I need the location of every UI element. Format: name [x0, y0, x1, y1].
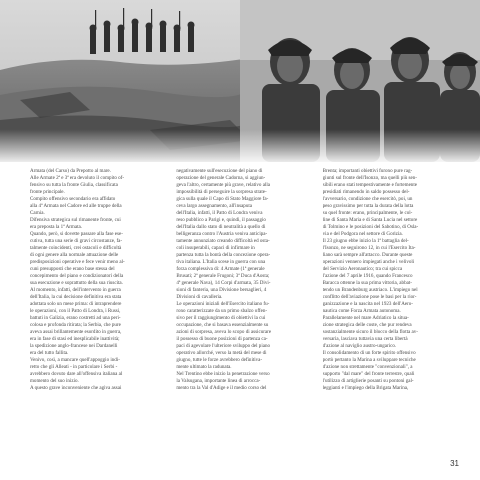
text-line: ceva largo assegnamento, all'insaputa [176, 203, 252, 210]
text-line: alla 4ª Armata nel Cadore ed alle truppe della [30, 203, 122, 210]
text-line: via e del Podgora nel settore di Gorizia. [322, 231, 403, 238]
text-line: Baracca ottenne la sua prima vittoria, abbat- [322, 280, 412, 287]
text-line: battuti in Galizia, erano costretti ad una peri- [30, 315, 121, 322]
text-line: retto che gli Alleati - in particolare i Serbi - [30, 364, 118, 371]
text-line: forza complessiva di: 4 Armate (1ª generale [176, 266, 265, 273]
text-line: operazioni vennero impiegati anche i velivoli [322, 259, 415, 266]
text-line: fronte principale. [30, 189, 65, 196]
text-line: l'azione del 7 aprile 1916, quando Francesco [322, 273, 413, 280]
text-line: la Valsugana, importante linea di arroccа- [176, 378, 261, 385]
text-line: Parallelamente nel mare Adriatico la situa- [322, 315, 409, 322]
text-line: A questo grave inconveniente che agiva assai [30, 385, 122, 392]
text-line: colosa e profonda ritirata; la Serbia, che pure [30, 322, 121, 329]
historical-photo [0, 0, 480, 162]
text-line: coli insuperabili, capaci di infirmare in [176, 245, 255, 252]
text-line: Armata (del Carso) da Prepotto al mare. [30, 168, 111, 174]
text-line: l'avversario, condizione che esercitò, poi, un [322, 196, 413, 203]
text-line: 4ª generale Nava), 14 Corpi d'armata, 35 Divi- [176, 280, 271, 287]
text-line: dell'Italia dallo stato di neutralità a quello di [176, 224, 266, 231]
text-line: rono caratterizzate da un primo sbalzo offen- [176, 308, 268, 315]
text-line: Nel Trentino ebbe inizio la penetrazione verso [176, 371, 270, 378]
text-line: Carnia. [30, 210, 45, 217]
text-line: Le operazioni iniziali dell'Esercito italiano fu- [176, 301, 270, 308]
text-line: partenza tutta la bontà della concezione opera- [176, 252, 271, 259]
article-body [30, 168, 458, 440]
text-column-1 [30, 168, 165, 440]
text-column-2 [176, 168, 311, 440]
text-line: gica sulla quale il Capo di Stato Maggiore fa- [176, 196, 269, 203]
text-line: dell'Italia, infatti, il Patto di Londra veniva [176, 210, 263, 217]
text-line: mente ultimato la radunata. [176, 364, 232, 371]
page-number: 31 [450, 459, 459, 468]
text-line: negativamente sull'esecuzione del piano di [176, 168, 263, 174]
text-line: operativo allorché, verso la metà del mese di [176, 350, 267, 357]
text-line: Brusati; 2ª generale Frugoni; 3ª Duca d'Aosta; [176, 273, 270, 280]
text-line: Brenta; importanti obiettivi furono pure rag- [322, 168, 413, 174]
text-line: sua esecuzione e soprattutto della sua riuscita. [30, 280, 123, 287]
text-line: avrebbero dovuto dare all'offensiva italiana al [30, 371, 123, 378]
text-line: fensivo su tutta la fronte Giulia, classificata [30, 182, 118, 189]
text-line: impossibilità di perseguire la sorpresa strate- [176, 189, 267, 196]
text-line: aveva assai brillantemente esordito in guerra, [30, 329, 122, 336]
text-line: Difensiva strategica sul rimanente fronte, cui [30, 217, 121, 224]
text-line: talmente coincidenti, crei ostacoli e difficoltà [30, 245, 122, 252]
text-line: adottata solo un mese prima: di intraprendere [30, 301, 122, 308]
text-line: Alle Armate 2ª e 3ª era devoluto il compito of- [30, 175, 125, 182]
text-line: presidiati rimanendo in saldo possesso del- [322, 189, 410, 196]
text-line: Al momento, infatti, dell'intervento in guerra [30, 287, 121, 294]
text-line: d'azione non strettamente "convenzionali", a [322, 364, 413, 371]
text-line: l'utilizzo di artiglierie posanti su pontoni gal- [322, 378, 414, 385]
text-line: era preposta la 1ª Armata. [30, 224, 82, 231]
text-line: Quando, però, si dovette passare alla fase ese- [30, 231, 123, 238]
text-line: il possesso di buone posizioni di partenza ca- [176, 336, 268, 343]
text-line: era in fase di stasi ed inesplicabile inattività; [30, 336, 120, 343]
text-line: tiva italiana. L'Italia scese in guerra con una [176, 259, 266, 266]
text-line: Venivo, così, a mancare quell'appoggio indi- [30, 357, 120, 364]
text-line: reso pubblico a Parigi e, quindi, il passaggio [176, 217, 266, 224]
text-line: versaria, lasciava tuttavia una certa libertà [322, 336, 408, 343]
text-line: del Servizio Aeronautico; tra cui spicca [322, 266, 403, 273]
text-line: era del tutto fallita. [30, 350, 69, 357]
text-line: sibili erano stati tempestivamente e fortemente [322, 182, 417, 189]
text-line: mento tra la Val d'Adige e il medio corso del [176, 385, 267, 392]
text-line: dell'Italia, la cui decisione definitiva era stata [30, 294, 122, 301]
text-line: sivo per il raggiungimento di obiettivi la cui [176, 315, 266, 322]
text-line: occupazione, che si basava essenzialmente su [176, 322, 269, 329]
text-line: momento del suo inizio. [30, 378, 79, 385]
text-line: concepimento del piano e condizionatori della [30, 273, 124, 280]
text-line: Divisioni di cavalleria. [176, 294, 223, 301]
text-column-3 [323, 168, 458, 440]
text-line: la spedizione anglo-francese nei Dardanelli [30, 343, 118, 350]
text-line: giunti sul fronte dell'Isonzo, ma quelli più sen- [322, 175, 417, 182]
text-line: nautica come Forza Armata autonoma. [322, 308, 401, 315]
text-line: ganizzazione e la nascita nel 1923 dell'Aero- [322, 301, 413, 308]
text-line: portò pertanto la Marina a sviluppare tecniche [322, 357, 416, 364]
text-line: cutiva, tutta una serie di gravi circostanze, fa- [30, 238, 123, 245]
text-line: leggianti e l'impiego della Brigata Marina, [322, 385, 409, 392]
text-line: azioni di sorpresa, aveva lo scopo di assicurare [176, 329, 272, 336]
text-line: paci di agevolare l'ulteriore sviluppo del piano [176, 343, 271, 350]
text-line: cuni presupposti che erano base stessa del [30, 266, 115, 273]
text-line: giugno, tutte le forze avrebbero definitiva- [176, 357, 263, 364]
text-line: di ogni genere alla normale attuazione delle [30, 252, 119, 259]
text-line: line di Santa Maria e di Santa Lucia nel settore [322, 217, 418, 224]
text-line: tendo un Brandenburg austriaco. L'impiego nel [322, 287, 418, 294]
text-line: liano sarà sempre all'attacco. Durante queste [322, 252, 413, 259]
text-line: tamente annunziato creando difficoltà ed osta- [176, 238, 270, 245]
header-photo-strip [0, 0, 480, 162]
text-line: di Tolmino e le posizioni del Sabotino, di Osla- [322, 224, 419, 231]
text-line: peso gravissimo per tutta la durata della lotta [322, 203, 414, 210]
text-line: predisposizioni operative e fece venir meno al- [30, 259, 125, 266]
text-line: Compito offensivo secondario era affidato [30, 196, 116, 203]
text-line: belligeranza contro l'Austria veniva anticipa- [176, 231, 268, 238]
text-line: l'Isonzo, ne seguirono 12, in cui l'Esercito Ita- [322, 245, 416, 252]
text-line: sioni di fanteria, una Divisione bersaglieri, 4 [176, 287, 267, 294]
text-line: supporto "dal mare" del fronte terrestre, quali [322, 371, 415, 378]
text-line: geva l'altro, certamente più grave, relativo alla [176, 182, 270, 189]
text-line: conflitto dell'aviazione pose le basi per la rior- [322, 294, 417, 301]
text-line: su quel fronte: erano, principalmente, le col- [322, 210, 413, 217]
text-line: Il consolidamento di un forte spirito offensivo [322, 350, 416, 357]
text-line: d'azione al naviglio austro-ungarico. [322, 343, 397, 350]
text-line: zione strategica delle coste, che pur rendeva [322, 322, 412, 329]
text-line: le operazioni, con il Patto di Londra, i Russi, [30, 308, 121, 315]
text-line: Il 23 giugno ebbe inizio la 1ª battaglia del- [322, 238, 409, 245]
text-line: sostanzialmente sicuro il blocco della flotta av- [322, 329, 418, 336]
text-line: operazione del generale Cadorna, si aggiun- [176, 175, 266, 182]
